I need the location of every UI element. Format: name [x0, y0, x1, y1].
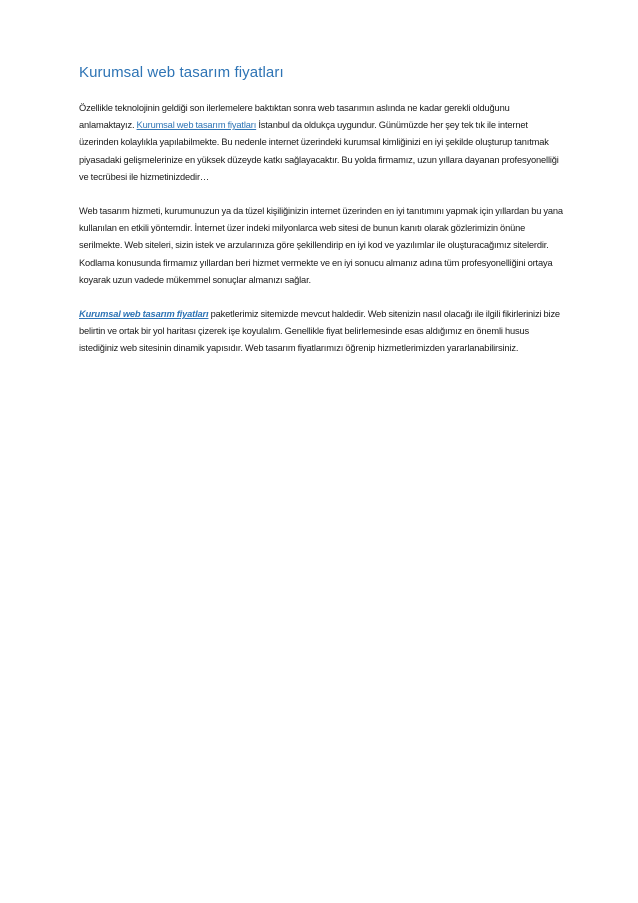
paragraph-intro-text-end: İstanbul da oldukça uygundur. Günümüzde her şey tek tık ile internet üzerinden kolaylıkla yapılabilmekte. Bu nedenle internet üzerindeki kurumsal kimliğinizi en iyi şekilde oluşturup tanıtmak piyasadaki gelişmelerinize en yüksek düzeyde katkı sağlayacaktır. Bu yolda firmamız, uzun yıllara dayanan profesyonelliği ve tecrübesi ile hizmetinizdedir… [79, 120, 559, 182]
kurumsal-web-tasarim-link[interactable]: Kurumsal web tasarım fiyatları [136, 120, 257, 131]
kurumsal-web-tasarim-fiyatlari-link[interactable]: Kurumsal web tasarım fiyatları [79, 309, 209, 320]
document-content [79, 62, 563, 375]
page-title: Kurumsal web tasarım fiyatları [79, 64, 284, 81]
paragraph-intro [79, 100, 563, 186]
paragraph-pricing-text: paketlerimiz sitemizde mevcut haldedir. Web sitenizin nasıl olacağı ile ilgili fikirlerinizi bize belirtin ve ortak bir yol haritası çizerek işe koyulalım. Genellikle fiyat belirlemesinde esas aldığımız en önemli husus istediğiniz web sitesinin dinamik yapısıdır. Web tasarım fiyatlarımızı öğrenip hizmetlerimizden yararlanabilirsiniz. [79, 309, 560, 354]
paragraph-services: Web tasarım hizmeti, kurumunuzun ya da tüzel kişiliğinizin internet üzerinden en iyi tanıtımını yapmak için yıllardan bu yana kullanılan en etkili yöntemdir. İnternet üzer indeki milyonlarca web sitesi de bunun kanıtı olarak gözlerimizin önüne serilmekte. Web siteleri, sizin istek ve arzularınıza göre şekillendirip en iyi kod ve yazılımlar ile oluşturacağımız sitelerdir. Kodlama konusunda firmamız yıllardan beri hizmet vermekte ve en iyi sonucu almanız adına tüm profesyonelliğini ortaya koyarak uzun vadede mükemmel sonuçlar almanızı sağlar. [79, 206, 563, 285]
paragraph-pricing [79, 306, 563, 358]
paragraph-intro-text-start: Özellikle teknolojinin geldiği son ilerlemelere baktıktan sonra web tasarımın aslında ne kadar gerekli olduğunu anlamaktayız. [79, 103, 510, 131]
